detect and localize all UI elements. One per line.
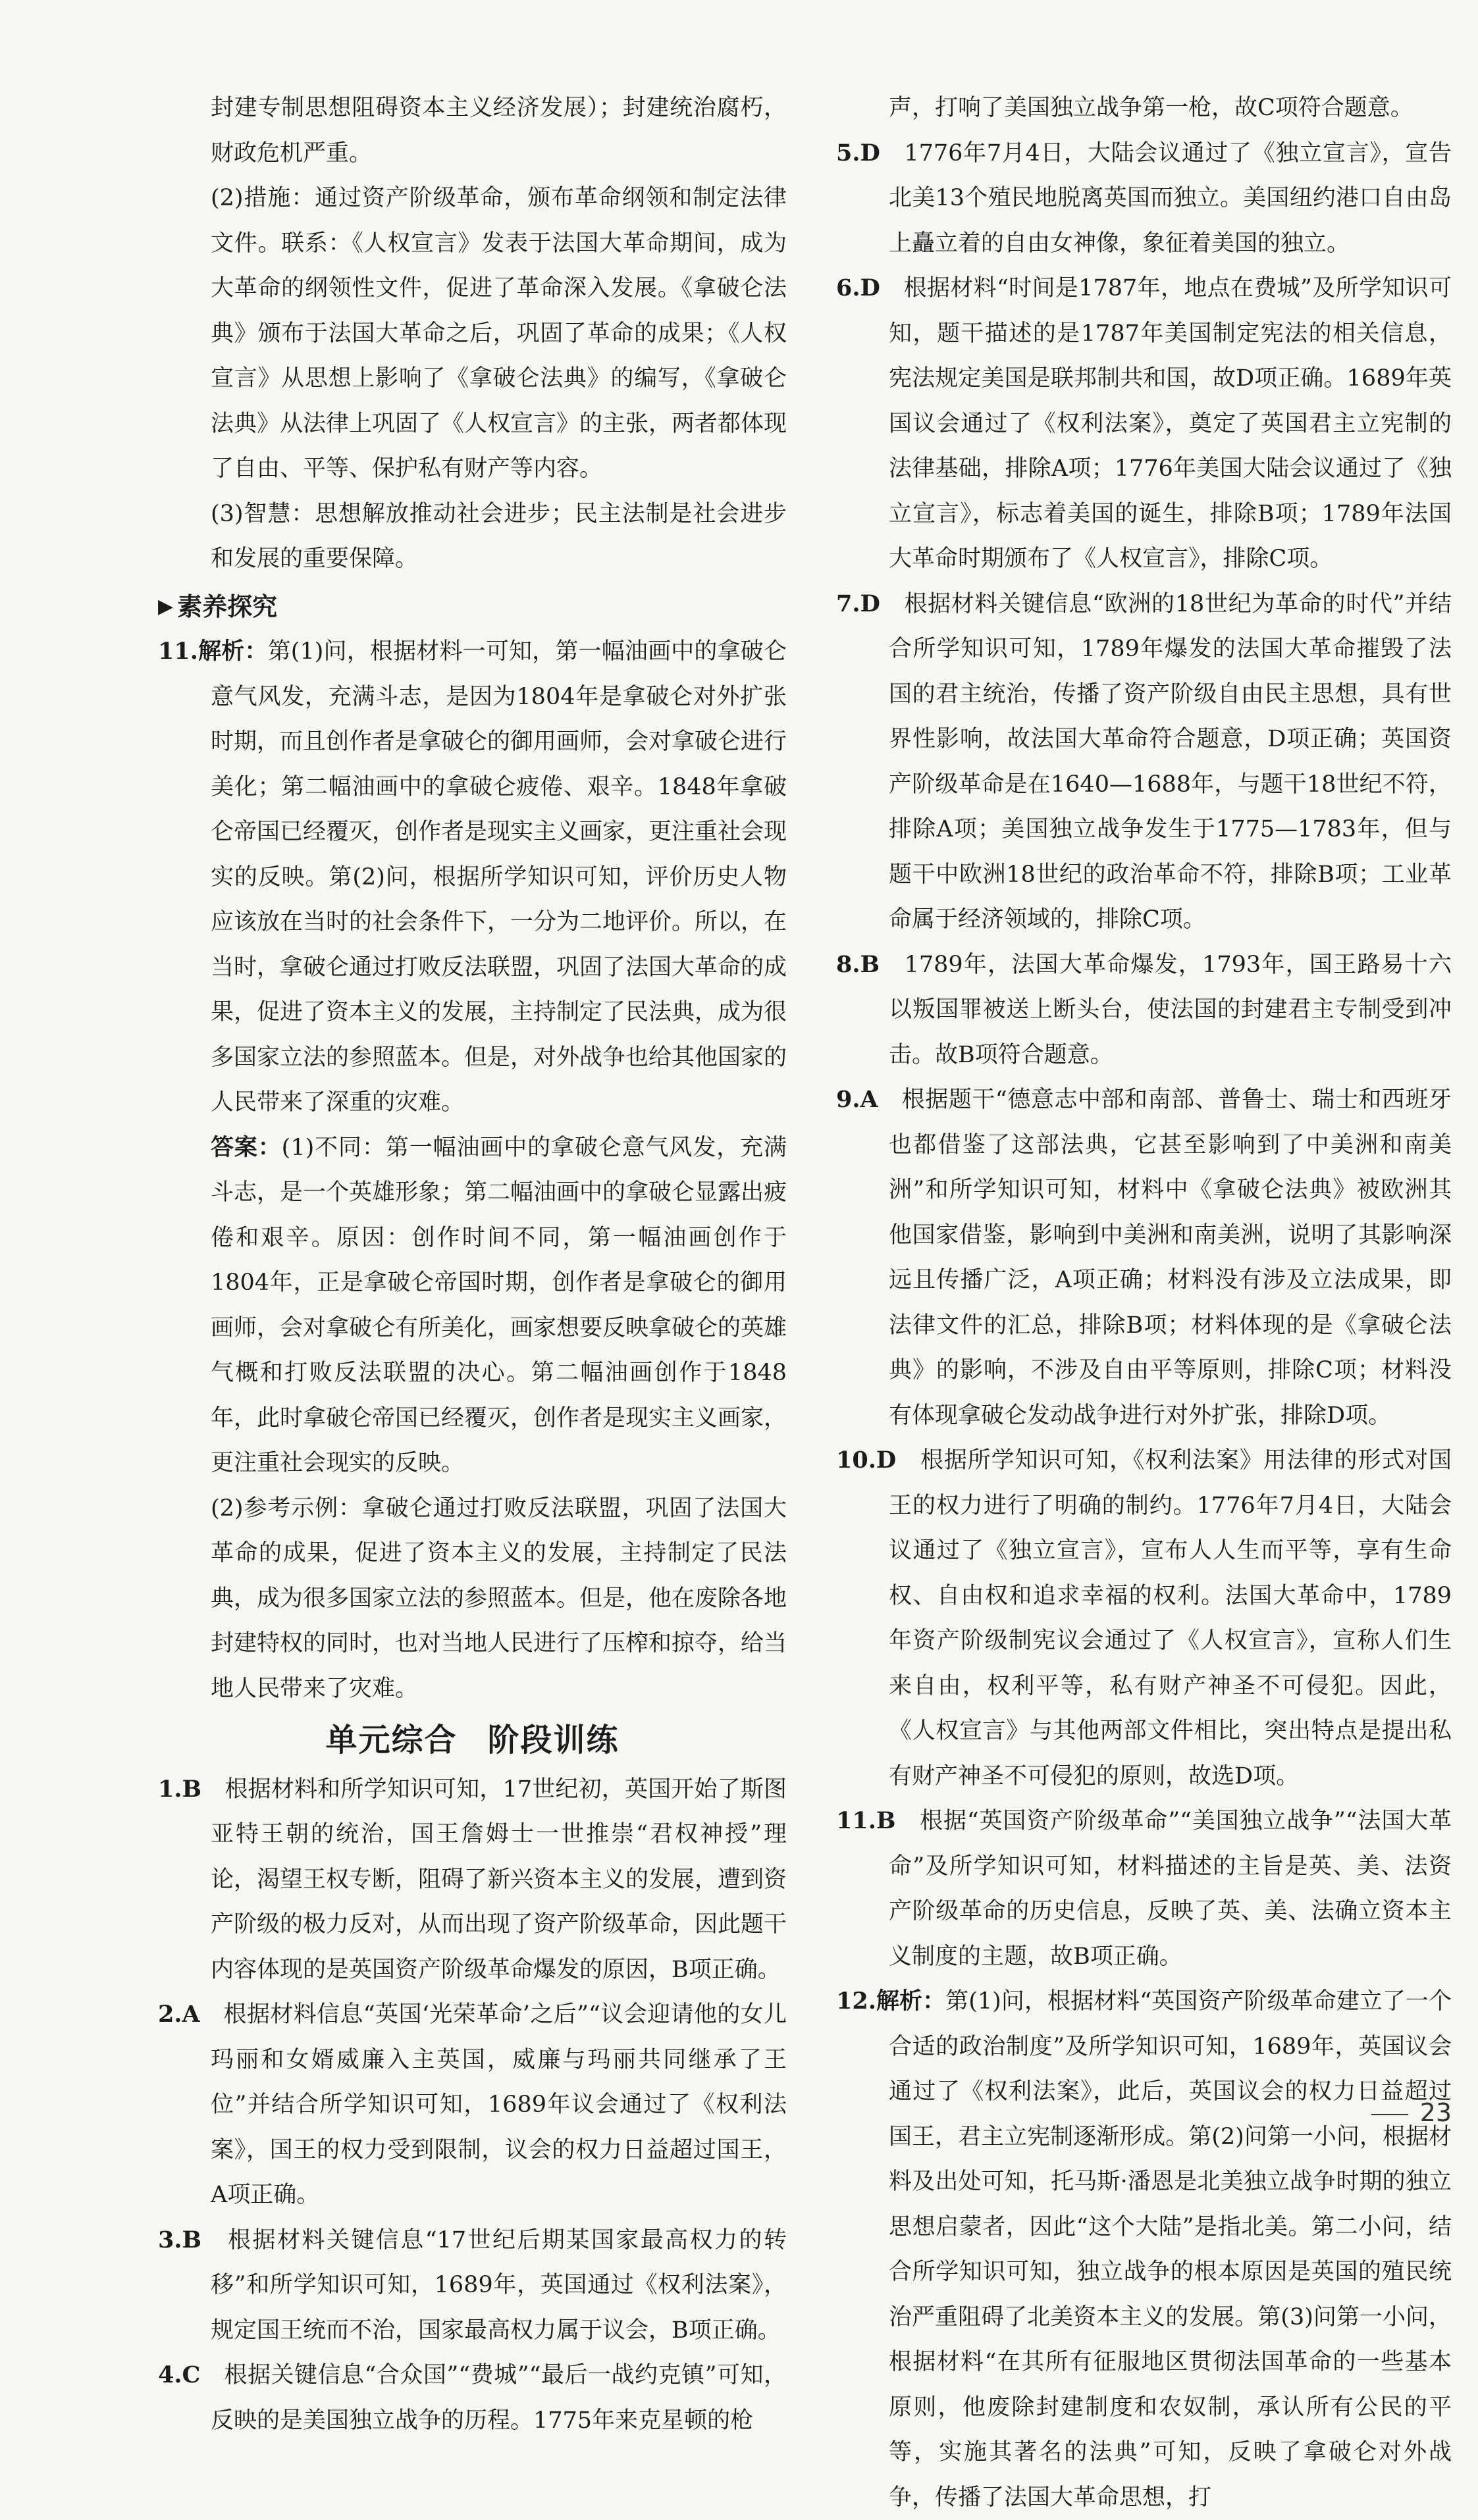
item-1 xyxy=(158,1767,787,1993)
item-11 xyxy=(836,1799,1452,1979)
question-11-analysis xyxy=(158,629,787,1125)
item-3 xyxy=(158,2218,787,2353)
question-11-answer xyxy=(158,1125,787,1486)
answer-part-3: (3)智慧：思想解放推动社会进步；民主法制是社会进步和发展的重要保障。 xyxy=(211,500,787,572)
unit-title-part-2: 阶段训练 xyxy=(487,1722,620,1759)
page-number-value: 23 xyxy=(1419,2098,1452,2127)
analysis-text: 第(1)问，根据材料“英国资产阶级革命建立了一个合适的政治制度”及所学知识可知，1689年，英国议会通过了《权利法案》，此后，英国议会的权力日益超过国王，君主立宪制逐渐形成。第(2)问第一小问，根据材料及出处可知，托马斯·潘恩是北美独立战争时期的独立思想启蒙者，因此“这个大陆”是指北美。第二小问，结合所学知识可知，独立战争的根本原因是英国的殖民统治严重阻碍了北美资本主义的发展。第(3)问第一小问，根据材料“在其所有征服地区贯彻法国革命的一些基本原则，他废除封建制度和农奴制，承认所有公民的平等，实施其著名的法典”可知，反映了拿破仑对外战争，传播了法国大革命思想，打 xyxy=(889,1988,1452,2511)
item-number: 4.C xyxy=(158,2361,201,2388)
item-text: 根据材料“时间是1787年，地点在费城”及所学知识可知，题干描述的是1787年美国制定宪法的相关信息，宪法规定美国是联邦制共和国，故D项正确。1689年英国议会通过了《权利法案》，奠定了英国君主立宪制的法律基础，排除A项；1776年美国大陆会议通过了《独立宣言》，标志着美国的诞生，排除B项；1789年法国大革命时期颁布了《人权宣言》，排除C项。 xyxy=(889,275,1452,572)
item-text: 根据材料信息“英国‘光荣革命’之后”“议会迎请他的女儿玛丽和女婿威廉入主英国，威廉与玛丽共同继承了王位”并结合所学知识可知，1689年议会通过了《权利法案》，国王的权力受到限制，议会的权力日益超过国王，A项正确。 xyxy=(211,2001,787,2208)
analysis-label: 解析： xyxy=(198,638,268,665)
item-text: 根据关键信息“合众国”“费城”“最后一战约克镇”可知，反映的是美国独立战争的历程。1775年来克星顿的枪 xyxy=(211,2362,787,2434)
item-4-continuation: 声，打响了美国独立战争第一枪，故C项符合题意。 xyxy=(889,95,1413,121)
item-text: 根据所学知识可知，《权利法案》用法律的形式对国王的权力进行了明确的制约。1776年7月4日，大陆会议通过了《独立宣言》，宣布人人生而平等，享有生命权、自由权和追求幸福的权利。法国大革命中，1789年资产阶级制宪议会通过了《人权宣言》，宣称人们生来自由，权利平等，私有财产神圣不可侵犯。因此，《人权宣言》与其他两部文件相比，突出特点是提出私有财产神圣不可侵犯的原则，故选D项。 xyxy=(889,1447,1452,1789)
item-text: 1776年7月4日，大陆会议通过了《独立宣言》，宣告北美13个殖民地脱离英国而独立。美国纽约港口自由岛上矗立着的自由女神像，象征着美国的独立。 xyxy=(889,140,1452,257)
unit-title xyxy=(158,1718,787,1763)
analysis-label: 解析： xyxy=(876,1988,946,2015)
answer-label: 答案： xyxy=(211,1133,282,1161)
item-9 xyxy=(836,1077,1452,1438)
item-7 xyxy=(836,582,1452,942)
item-text: 根据材料关键信息“17世纪后期某国家最高权力的转移”和所学知识可知，1689年，英国通过《权利法案》，规定国王统而不治，国家最高权力属于议会，B项正确。 xyxy=(211,2226,787,2344)
page-number-dash xyxy=(1371,2114,1408,2115)
answer-text-1: (1)不同：第一幅油画中的拿破仑意气风发，充满斗志，是一个英雄形象；第二幅油画中的拿破仑显露出疲倦和艰辛。原因：创作时间不同，第一幅油画创作于1804年，正是拿破仑帝国时期，创作者是拿破仑的御用画师，会对拿破仑有所美化，画家想要反映拿破仑的英雄气概和打败反法联盟的决心。第二幅油画创作于1848年，此时拿破仑帝国已经覆灭，创作者是现实主义画家，更注重社会现实的反映。 xyxy=(211,1134,787,1476)
item-number: 1.B xyxy=(158,1775,202,1803)
item-number: 5.D xyxy=(836,139,880,167)
item-10 xyxy=(836,1438,1452,1799)
answer-continuation: 封建专制思想阻碍资本主义经济发展）；封建统治腐朽，财政危机严重。 xyxy=(211,95,787,167)
section-heading xyxy=(158,584,787,630)
question-11-answer-2: (2)参考示例：拿破仑通过打败反法联盟，巩固了法国大革命的成果，促进了资本主义的发展，主持制定了民法典，成为很多国家立法的参照蓝本。但是，他在废除各地封建特权的同时，也对当地人民进行了压榨和掠夺，给当地人民带来了灾难。 xyxy=(211,1495,787,1702)
item-text: 根据“英国资产阶级革命”“美国独立战争”“法国大革命”及所学知识可知，材料描述的主旨是英、美、法资产阶级革命的历史信息，反映了英、美、法确立资本主义制度的主题，故B项正确。 xyxy=(889,1808,1452,1970)
item-number: 10.D xyxy=(836,1447,897,1474)
item-number: 3.B xyxy=(158,2226,202,2253)
item-number: 9.A xyxy=(836,1086,878,1113)
item-number: 6.D xyxy=(836,274,880,301)
analysis-text: 第(1)问，根据材料一可知，第一幅油画中的拿破仑意气风发，充满斗志，是因为1804年是拿破仑对外扩张时期，而且创作者是拿破仑的御用画师，会对拿破仑进行美化；第二幅油画中的拿破仑疲倦、艰辛。1848年拿破仑帝国已经覆灭，创作者是现实主义画家，更注重社会现实的反映。第(2)问，根据所学知识可知，评价历史人物应该放在当时的社会条件下，一分为二地评价。所以，在当时，拿破仑通过打败反法联盟，巩固了法国大革命的成果，促进了资本主义的发展，主持制定了民法典，成为很多国家立法的参照蓝本。但是，对外战争也给其他国家的人民带来了深重的灾难。 xyxy=(211,638,787,1116)
question-number: 12. xyxy=(836,1988,876,2015)
item-number: 7.D xyxy=(836,590,880,617)
left-column xyxy=(158,86,787,2443)
item-6 xyxy=(836,266,1452,582)
item-text: 根据材料和所学知识可知，17世纪初，英国开始了斯图亚特王朝的统治，国王詹姆士一世推崇“君权神授”理论，渴望王权专断，阻碍了新兴资本主义的发展，遭到资产阶级的极力反对，从而出现了资产阶级革命，因此题干内容体现的是英国资产阶级革命爆发的原因，B项正确。 xyxy=(211,1776,787,1983)
right-column xyxy=(836,86,1452,2520)
item-5 xyxy=(836,131,1452,267)
play-triangle-icon: ▶ xyxy=(158,594,174,618)
item-text: 1789年，法国大革命爆发，1793年，国王路易十六以叛国罪被送上断头台，使法国的封建君主专制受到冲击。故B项符合题意。 xyxy=(889,951,1452,1068)
item-4 xyxy=(158,2353,787,2443)
item-number: 11.B xyxy=(836,1807,896,1834)
answer-part-2: (2)措施：通过资产阶级革命，颁布革命纲领和制定法律文件。联系：《人权宣言》发表于法国大革命期间，成为大革命的纲领性文件，促进了革命深入发展。《拿破仑法典》颁布于法国大革命之后，巩固了革命的成果；《人权宣言》从思想上影响了《拿破仑法典》的编写，《拿破仑法典》从法律上巩固了《人权宣言》的主张，两者都体现了自由、平等、保护私有财产等内容。 xyxy=(211,185,787,482)
unit-title-part-1: 单元综合 xyxy=(325,1722,458,1759)
item-number: 2.A xyxy=(158,2001,200,2028)
item-2 xyxy=(158,1992,787,2218)
item-text: 根据材料关键信息“欧洲的18世纪为革命的时代”并结合所学知识可知，1789年爆发的法国大革命摧毁了法国的君主统治，传播了资产阶级自由民主思想，具有世界性影响，故法国大革命符合题意，D项正确；英国资产阶级革命是在1640—1688年，与题干18世纪不符，排除A项；美国独立战争发生于1775—1783年，但与题干中欧洲18世纪的政治革命不符，排除B项；工业革命属于经济领域的，排除C项。 xyxy=(889,590,1452,933)
item-text: 根据题干“德意志中部和南部、普鲁士、瑞士和西班牙也都借鉴了这部法典，它甚至影响到了中美洲和南美洲”和所学知识可知，材料中《拿破仑法典》被欧洲其他国家借鉴，影响到中美洲和南美洲，说明了其影响深远且传播广泛，A项正确；材料没有涉及立法成果，即法律文件的汇总，排除B项；材料体现的是《拿破仑法典》的影响，不涉及自由平等原则，排除C项；材料没有体现拿破仑发动战争进行对外扩张，排除D项。 xyxy=(889,1087,1452,1429)
question-12-analysis xyxy=(836,1979,1452,2520)
section-title: 素养探究 xyxy=(177,592,278,621)
question-number: 11. xyxy=(158,638,198,665)
item-8 xyxy=(836,942,1452,1078)
item-number: 8.B xyxy=(836,950,880,978)
page-number xyxy=(1371,2098,1452,2127)
